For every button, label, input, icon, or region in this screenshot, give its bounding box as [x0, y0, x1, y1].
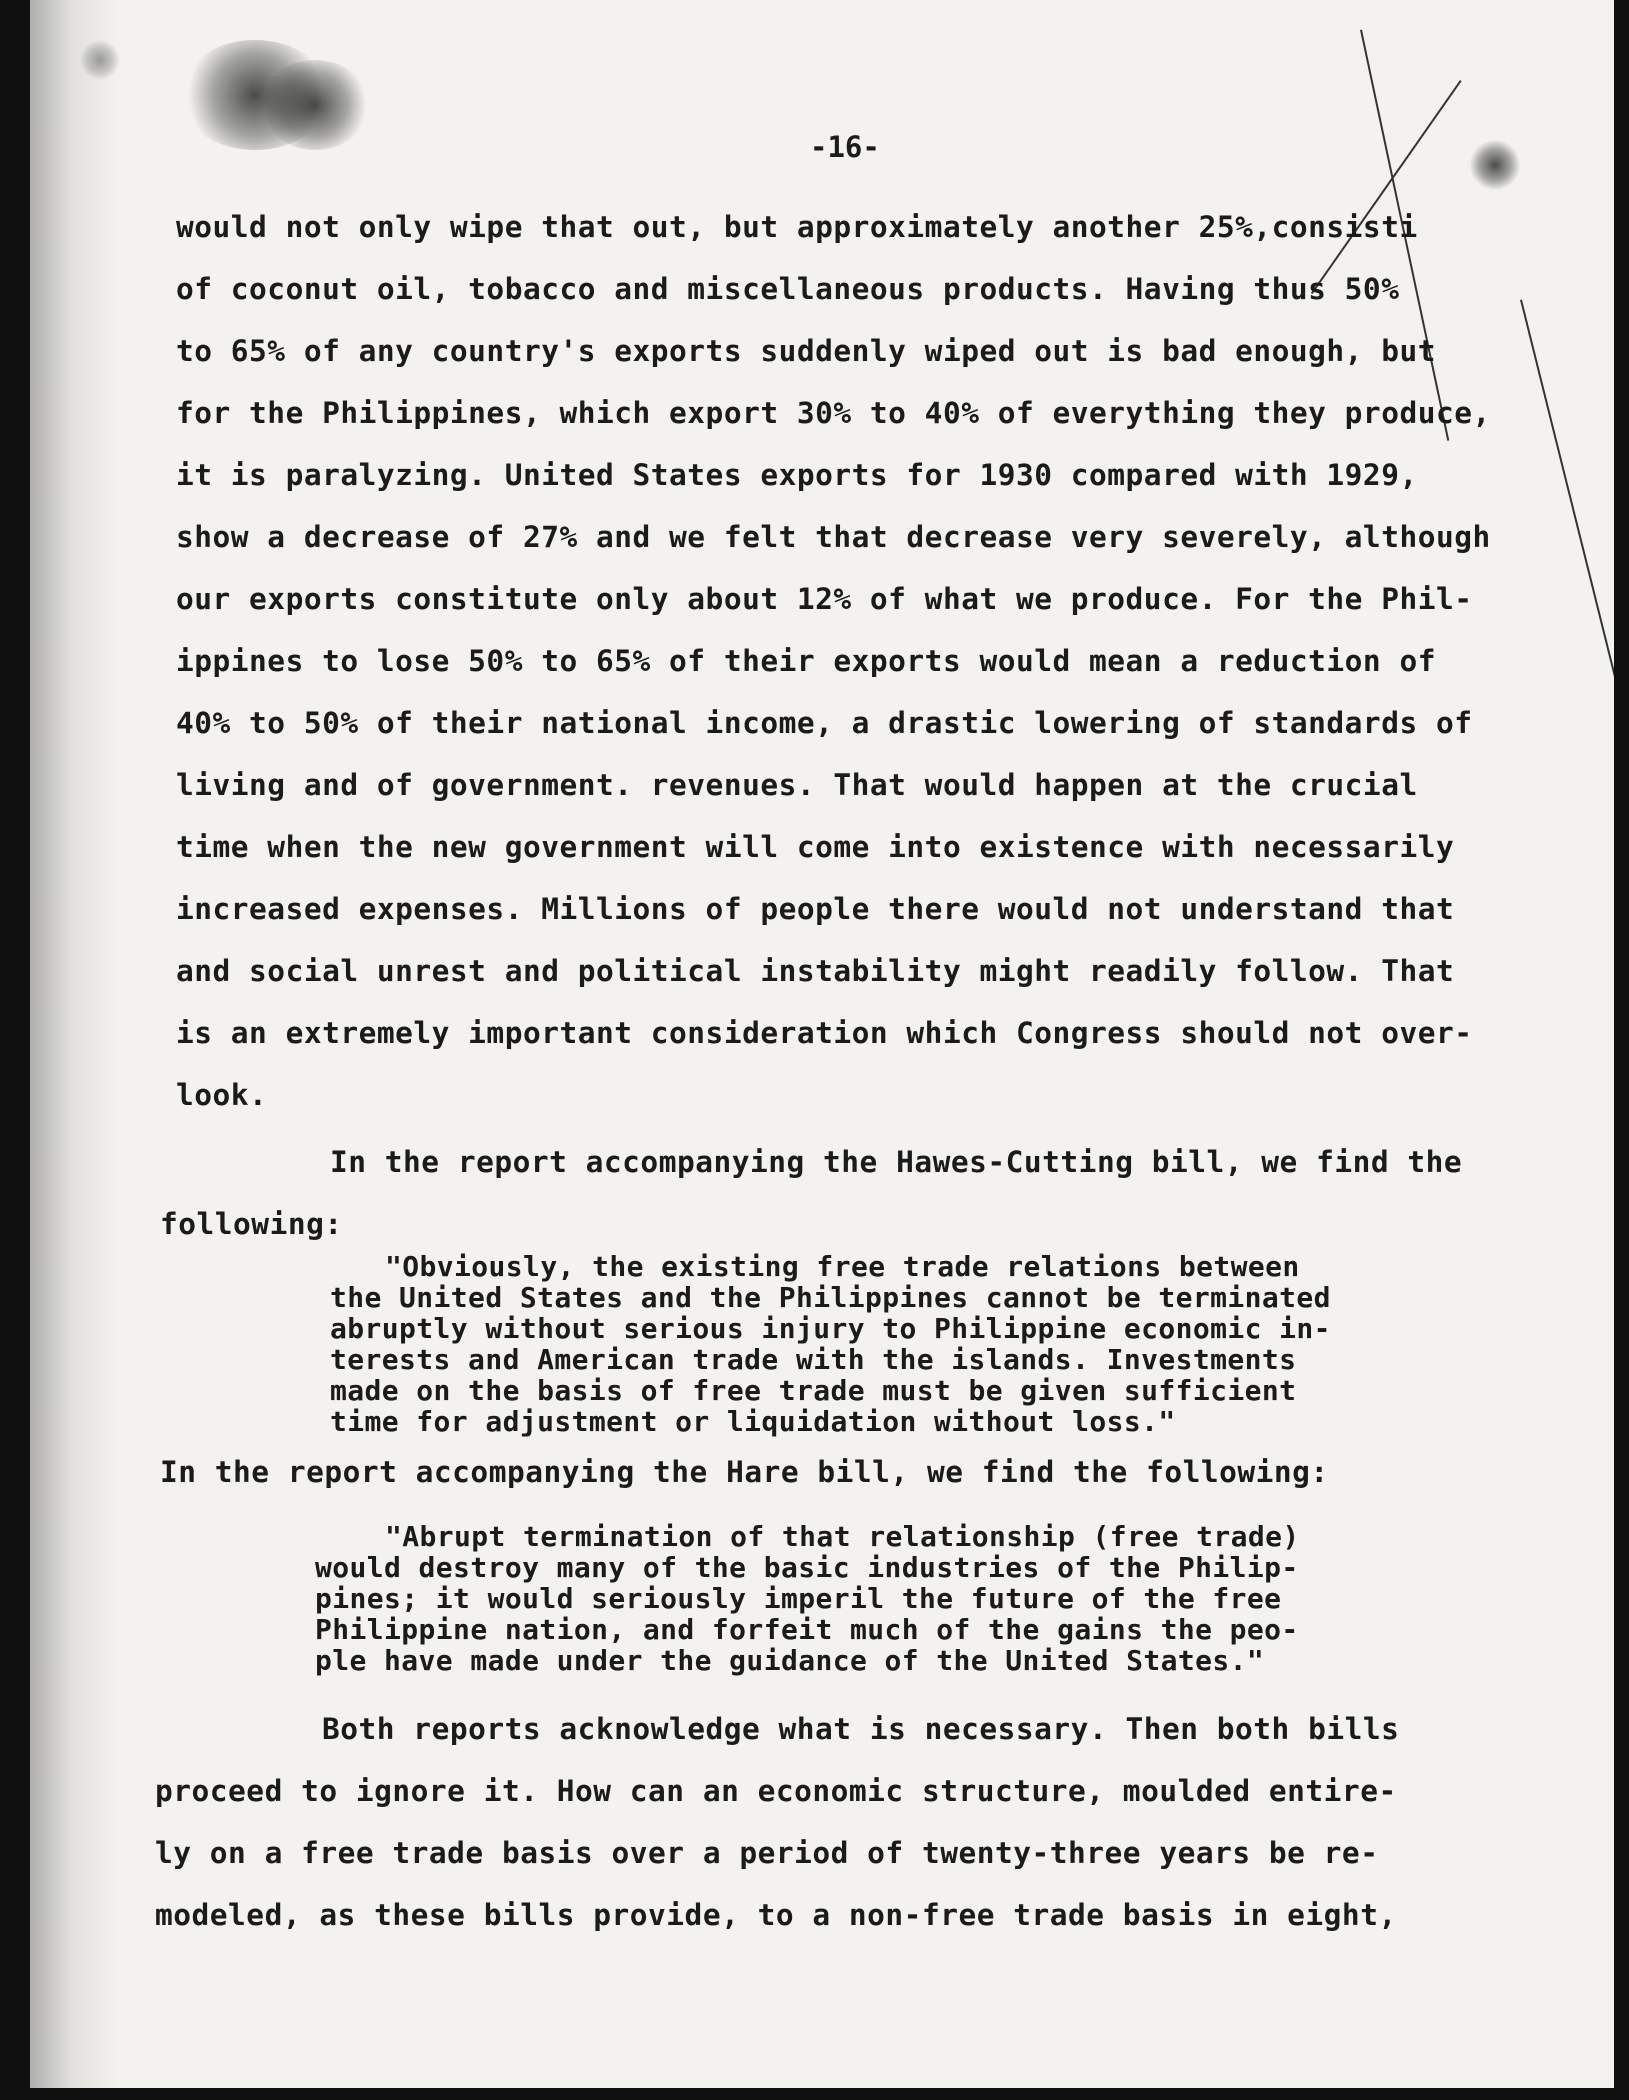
text-line: 40% to 50% of their national income, a drastic lowering of standards of — [176, 706, 1473, 740]
text-line: increased expenses. Millions of people there would not understand that — [176, 892, 1455, 926]
paper-crease-line — [1311, 80, 1462, 294]
text-line: it is paralyzing. United States exports for 1930 compared with 1929, — [176, 458, 1418, 492]
text-line: following: — [160, 1207, 343, 1241]
quote-line: pines; it would seriously imperil the future of the free — [315, 1582, 1282, 1615]
quote-line: time for adjustment or liquidation without loss." — [330, 1405, 1176, 1438]
ink-smudge — [80, 40, 120, 80]
text-line: proceed to ignore it. How can an economic structure, moulded entire- — [155, 1774, 1397, 1808]
quote-line: abruptly without serious injury to Philippine economic in- — [330, 1312, 1331, 1345]
quote-line: the United States and the Philippines cannot be terminated — [330, 1281, 1331, 1314]
quote-line: "Obviously, the existing free trade relations between — [385, 1250, 1300, 1283]
text-line: time when the new government will come into existence with necessarily — [176, 830, 1455, 864]
text-line: is an extremely important consideration which Congress should not over- — [176, 1016, 1473, 1050]
text-line: for the Philippines, which export 30% to 40% of everything they produce, — [176, 396, 1491, 430]
text-line: would not only wipe that out, but approximately another 25%,consisti — [176, 210, 1418, 244]
text-line: our exports constitute only about 12% of what we produce. For the Phil- — [176, 582, 1473, 616]
quote-line: made on the basis of free trade must be given sufficient — [330, 1374, 1297, 1407]
page-number: -16- — [810, 130, 880, 164]
ink-smudge — [260, 60, 370, 150]
text-line: look. — [176, 1078, 268, 1112]
text-line: of coconut oil, tobacco and miscellaneous products. Having thus 50% — [176, 272, 1400, 306]
text-line: ippines to lose 50% to 65% of their exports would mean a reduction of — [176, 644, 1436, 678]
text-line: In the report accompanying the Hare bill, we find the following: — [160, 1455, 1329, 1489]
quote-line: ple have made under the guidance of the United States." — [315, 1644, 1265, 1677]
text-line: living and of government. revenues. That would happen at the crucial — [176, 768, 1418, 802]
quote-line: terests and American trade with the islands. Investments — [330, 1343, 1297, 1376]
text-line: ly on a free trade basis over a period of twenty-three years be re- — [155, 1836, 1379, 1870]
text-line: Both reports acknowledge what is necessary. Then both bills — [322, 1712, 1400, 1746]
quote-line: would destroy many of the basic industries of the Philip- — [315, 1551, 1299, 1584]
text-line: to 65% of any country's exports suddenly wiped out is bad enough, but — [176, 334, 1436, 368]
quote-line: Philippine nation, and forfeit much of the gains the peo- — [315, 1613, 1299, 1646]
text-line: show a decrease of 27% and we felt that decrease very severely, although — [176, 520, 1491, 554]
text-line: and social unrest and political instability might readily follow. That — [176, 954, 1455, 988]
punch-hole-mark — [1470, 140, 1520, 190]
document-page — [30, 0, 1614, 2088]
quote-line: "Abrupt termination of that relationship (free trade) — [385, 1520, 1300, 1553]
paper-crease-line — [1520, 300, 1614, 747]
text-line: modeled, as these bills provide, to a non-free trade basis in eight, — [155, 1898, 1397, 1932]
text-line: In the report accompanying the Hawes-Cutting bill, we find the — [330, 1145, 1463, 1179]
